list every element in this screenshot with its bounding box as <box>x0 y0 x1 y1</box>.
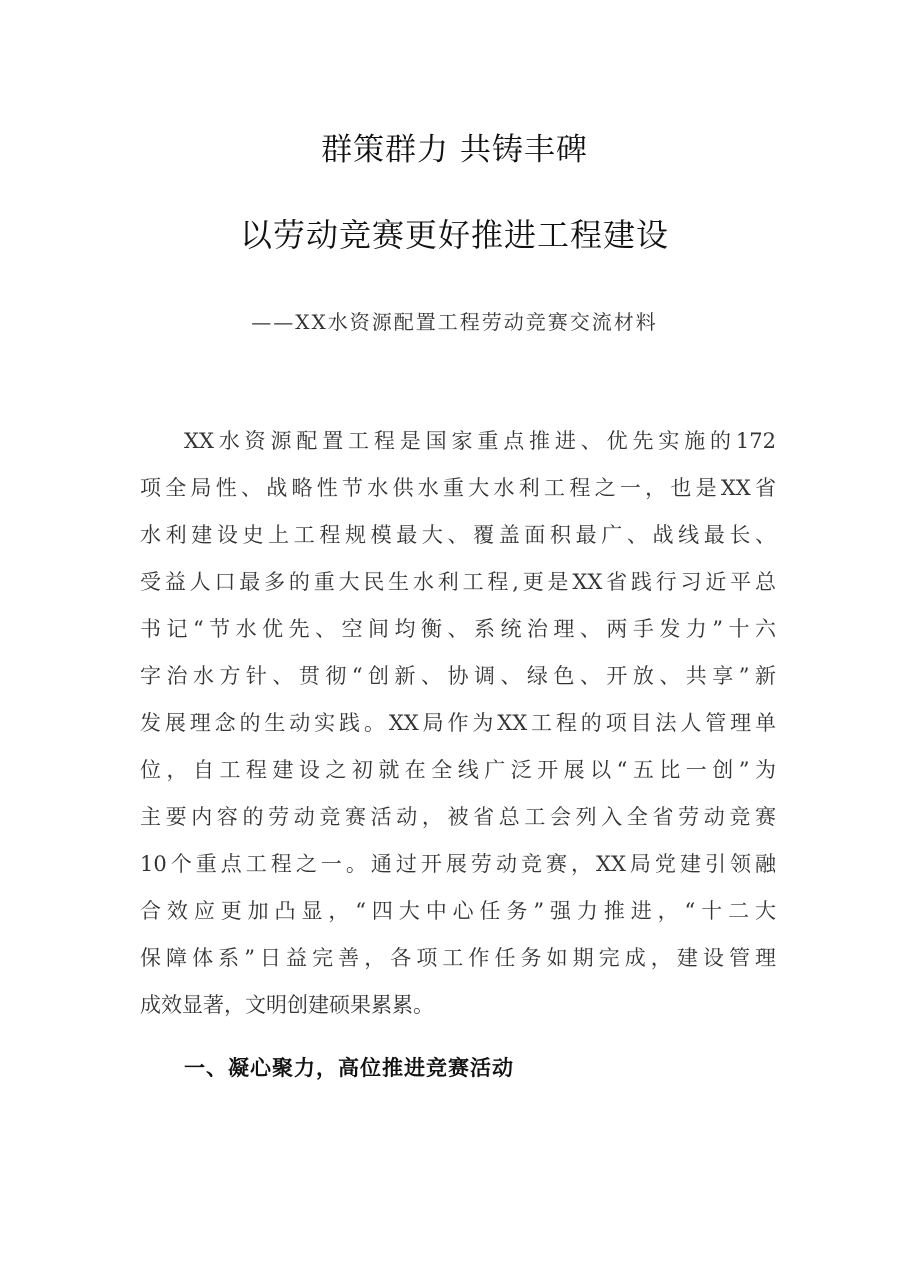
paragraph-line: XX水资源配置工程是国家重点推进、优先实施的172 <box>184 429 776 453</box>
paragraph-line: 成效显著，文明创建硕果累累。 <box>140 993 434 1017</box>
paragraph-line: 主要内容的劳动竞赛活动，被省总工会列入全省劳动竞赛 <box>140 805 776 829</box>
document-subtitle: ——XX水资源配置工程劳动竞赛交流材料 <box>251 310 658 334</box>
document-title-line-1: 群策群力 共铸丰碑 <box>321 132 588 168</box>
paragraph-line: 项全局性、战略性节水供水重大水利工程之一，也是XX省 <box>140 476 776 500</box>
paragraph-line: 水利建设史上工程规模最大、覆盖面积最广、战线最长、 <box>140 523 776 547</box>
section-heading: 一、凝心聚力，高位推进竞赛活动 <box>184 1056 514 1080</box>
paragraph-line: 字治水方针、贯彻“创新、协调、绿色、开放、共享”新 <box>140 664 776 688</box>
paragraph-line: 受益人口最多的重大民生水利工程,更是XX省践行习近平总 <box>140 570 776 594</box>
paragraph-line: 位，自工程建设之初就在全线广泛开展以“五比一创”为 <box>140 758 776 782</box>
paragraph-line: 保障体系”日益完善，各项工作任务如期完成，建设管理 <box>140 946 776 970</box>
paragraph-line: 书记“节水优先、空间均衡、系统治理、两手发力”十六 <box>140 617 776 641</box>
paragraph-line: 合效应更加凸显，“四大中心任务”强力推进，“十二大 <box>140 899 776 923</box>
paragraph-line: 发展理念的生动实践。XX局作为XX工程的项目法人管理单 <box>140 711 776 735</box>
document-title-line-2: 以劳动竞赛更好推进工程建设 <box>239 216 669 254</box>
body-paragraph <box>140 422 776 1033</box>
paragraph-line: 10个重点工程之一。通过开展劳动竞赛，XX局党建引领融 <box>140 852 776 876</box>
